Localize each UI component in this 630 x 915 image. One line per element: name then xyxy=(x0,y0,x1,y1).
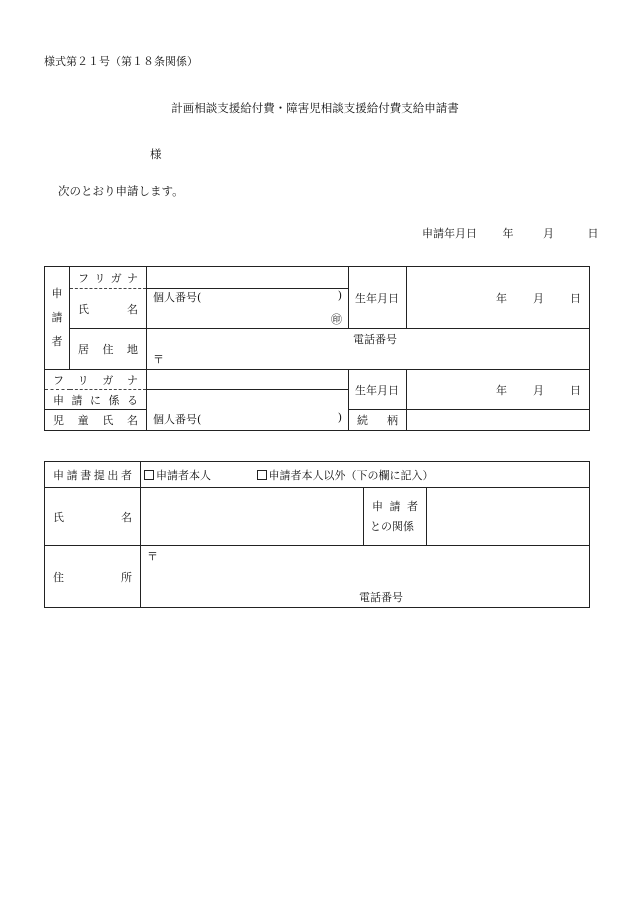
date-day: 日 xyxy=(587,227,599,240)
date-label: 申請年月日 xyxy=(422,227,477,240)
applicant-furigana-label: フ リ ガ ナ xyxy=(70,267,147,289)
child-name-label-line1: 申 請 に 係 る xyxy=(45,390,147,410)
relation-to-applicant-field[interactable] xyxy=(427,488,590,546)
applicant-name-field[interactable] xyxy=(147,289,349,329)
child-furigana-label: フ リ ガ ナ xyxy=(45,370,147,390)
seal-mark: ㊞ xyxy=(331,312,342,326)
option-self[interactable]: 申請者本人 xyxy=(144,469,215,482)
submitter-table xyxy=(44,461,590,608)
relation-to-applicant-label: 申 請 者 との関係 xyxy=(364,488,427,546)
submitter-label: 申 請 書 提 出 者 xyxy=(45,462,141,488)
submitter-postal-mark: 〒 xyxy=(147,550,158,563)
checkbox-self[interactable] xyxy=(144,470,154,480)
applicant-birthdate-field[interactable]: 年 月 日 xyxy=(407,267,590,329)
form-number: 様式第２１号（第１８条関係） xyxy=(44,55,198,68)
document-title: 計画相談支援給付費・障害児相談支援給付費支給申請書 xyxy=(171,101,459,115)
date-year: 年 xyxy=(502,227,514,240)
addressee-suffix: 様 xyxy=(150,147,162,161)
submitter-name-label: 氏 名 xyxy=(45,488,141,546)
applicant-address-label: 居 住 地 xyxy=(70,329,147,370)
applicant-address-field[interactable] xyxy=(147,329,590,370)
submitter-phone-label: 電話番号 xyxy=(359,591,403,604)
submitter-address-label: 住 所 xyxy=(45,546,141,608)
submitter-options xyxy=(141,462,590,488)
child-birthdate-field[interactable]: 年 月 日 xyxy=(407,370,590,410)
applicant-name-label: 氏 名 xyxy=(70,289,147,329)
intro-text: 次のとおり申請します。 xyxy=(58,184,184,198)
checkbox-other[interactable] xyxy=(257,470,267,480)
option-other[interactable]: 申請者本人以外（下の欄に記入） xyxy=(257,469,434,482)
applicant-furigana-field[interactable] xyxy=(147,267,349,289)
postal-mark: 〒 xyxy=(153,353,164,366)
applicant-birthdate-label: 生年月日 xyxy=(349,267,407,329)
relationship-field[interactable] xyxy=(407,410,590,431)
child-name-label-line2: 児 童 氏 名 xyxy=(45,410,147,431)
applicant-table xyxy=(44,266,590,431)
child-name-field[interactable]: 個人番号( ) xyxy=(147,390,349,431)
applicant-section-label: 申 請 者 xyxy=(45,267,70,370)
submitter-address-field[interactable] xyxy=(141,546,590,608)
date-month: 月 xyxy=(543,227,554,240)
relationship-label: 続 柄 xyxy=(349,410,407,431)
child-birthdate-label: 生年月日 xyxy=(349,370,407,410)
submitter-name-field[interactable] xyxy=(141,488,364,546)
applicant-phone-label: 電話番号 xyxy=(353,333,397,346)
application-date xyxy=(422,225,599,241)
child-furigana-field[interactable] xyxy=(147,370,349,390)
applicant-my-number: 個人番号( ) xyxy=(153,288,342,304)
